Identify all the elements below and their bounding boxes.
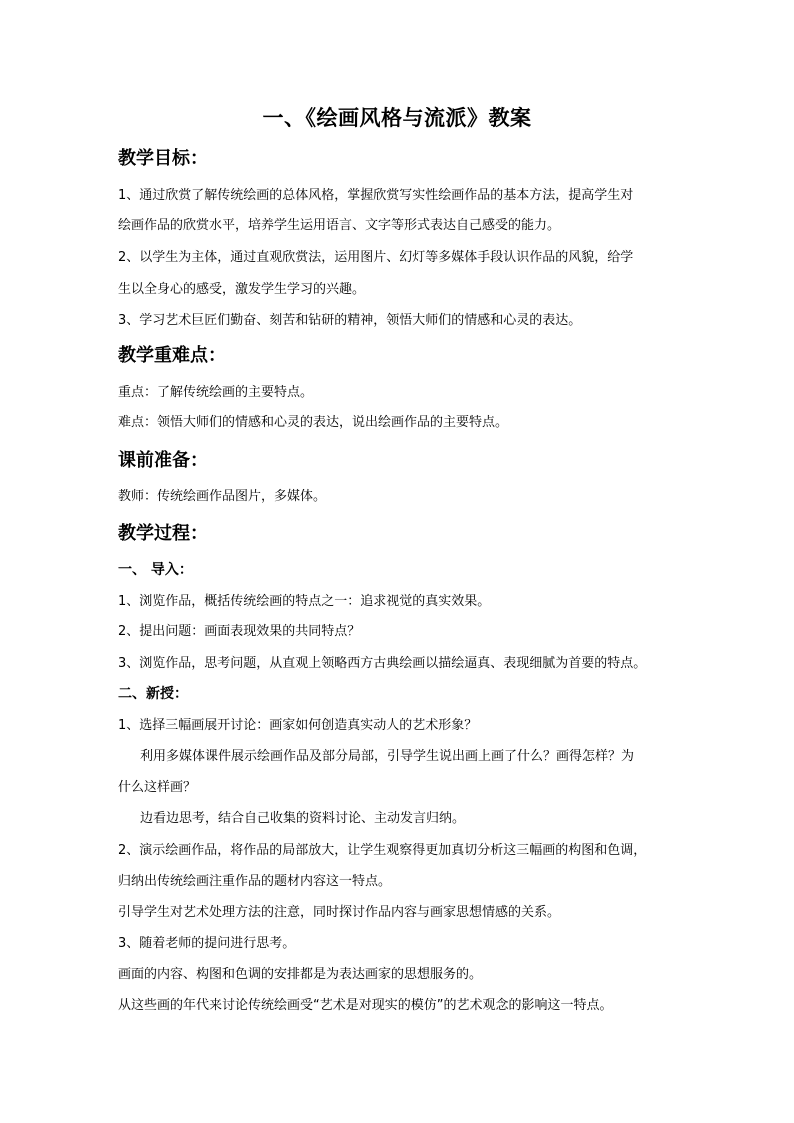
- intro-line: 2、提出问题：画面表现效果的共同特点？: [118, 624, 361, 639]
- new-lesson-line: 2、演示绘画作品，将作品的局部放大，让学生观察得更加真切分析这三幅画的构图和色调，: [118, 843, 647, 858]
- process-heading: 教学过程：: [118, 523, 208, 544]
- new-lesson-line: 归纳出传统绘画注重作品的题材内容这一特点。: [118, 874, 392, 889]
- intro-heading: 一、 导入：: [118, 562, 193, 578]
- goals-heading: 教学目标：: [118, 148, 208, 169]
- new-lesson-line: 什么这样画？: [118, 780, 197, 795]
- new-lesson-line: 1、选择三幅画展开讨论：画家如何创造真实动人的艺术形象？: [118, 718, 478, 733]
- new-lesson-line: 引导学生对艺术处理方法的注意，同时探讨作品内容与画家思想情感的关系。: [118, 905, 561, 920]
- goals-line: 2、以学生为主体，通过直观欣赏法，运用图片、幻灯等多媒体手段认识作品的风貌，给学: [118, 250, 634, 265]
- goals-line: 1、通过欣赏了解传统绘画的总体风格，掌握欣赏写实性绘画作品的基本方法，提高学生对: [118, 188, 634, 203]
- goals-line: 绘画作品的欣赏水平，培养学生运用语言、文字等形式表达自己感受的能力。: [118, 218, 561, 233]
- new-lesson-line: 画面的内容、构图和色调的安排都是为表达画家的思想服务的。: [118, 967, 483, 982]
- key-point-line: 重点：了解传统绘画的主要特点。: [118, 385, 314, 400]
- key-points-heading: 教学重难点：: [118, 345, 226, 366]
- new-lesson-line: 边看边思考，结合自己收集的资料讨论、主动发言归纳。: [140, 811, 466, 826]
- preparation-line: 教师：传统绘画作品图片，多媒体。: [118, 489, 327, 504]
- new-lesson-line: 3、随着老师的提问进行思考。: [118, 936, 296, 951]
- goals-line: 生以全身心的感受，激发学生学习的兴趣。: [118, 282, 366, 297]
- intro-line: 3、浏览作品，思考问题，从直观上领略西方古典绘画以描绘逼真、表现细腻为首要的特点。: [118, 656, 647, 671]
- new-lesson-heading: 二、新授：: [118, 686, 188, 702]
- new-lesson-line: 利用多媒体课件展示绘画作品及部分局部，引导学生说出画上画了什么？画得怎样？为: [140, 749, 635, 764]
- new-lesson-line: 从这些画的年代来讨论传统绘画受“艺术是对现实的模仿”的艺术观念的影响这一特点。: [118, 998, 613, 1013]
- preparation-heading: 课前准备：: [118, 450, 208, 471]
- goals-line: 3、学习艺术巨匠们勤奋、刻苦和钻研的精神，领悟大师们的情感和心灵的表达。: [118, 313, 582, 328]
- document-title: 一、《绘画风格与流派》教案: [262, 106, 532, 130]
- intro-line: 1、浏览作品，概括传统绘画的特点之一：追求视觉的真实效果。: [118, 594, 491, 609]
- difficult-point-line: 难点：领悟大师们的情感和心灵的表达，说出绘画作品的主要特点。: [118, 415, 509, 430]
